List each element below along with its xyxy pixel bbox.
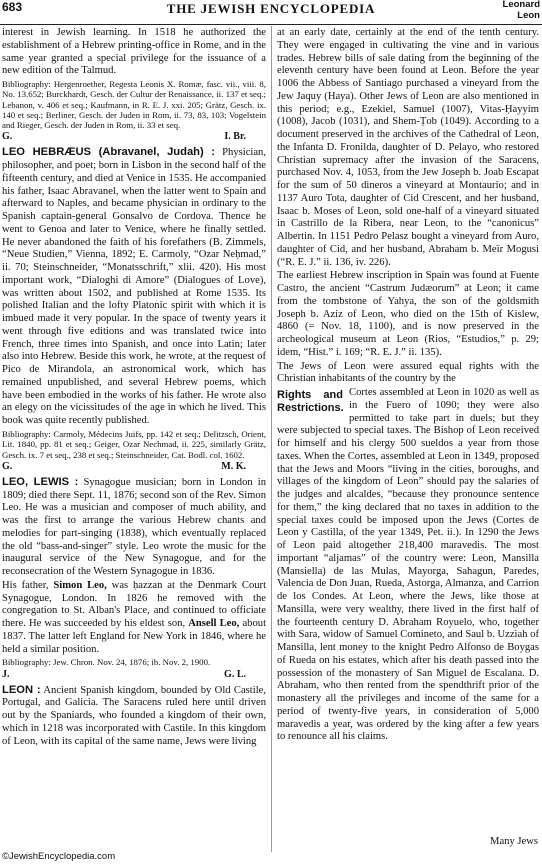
running-title: THE JEWISH ENCYCLOPEDIA (166, 1, 376, 16)
catchword: Many Jews (490, 836, 538, 847)
leon-rights-paragraph (277, 387, 539, 744)
bibliography-leo-lewis: Bibliography: Jew. Chron. Nov. 24, 1876; ib. Nov. 2, 1900. (2, 657, 211, 668)
entry-heading-leo-lewis: LEO, LEWIS : (2, 475, 79, 488)
subhead-simon-leo: Simon Leo, (53, 579, 107, 591)
entry-heading-leo-hebraeus: LEO HEBRÆUS (Abravanel, Judah) : (2, 146, 216, 159)
signature-initial: G. (2, 131, 13, 143)
running-words (503, 0, 540, 21)
signature-leo-hebraeus (2, 461, 266, 473)
paragraph-simon-leo (2, 580, 266, 657)
header-rule (0, 24, 542, 25)
text-run: about 1837. The latter left England for New York in 1846, where he held a similar position. (2, 618, 266, 655)
page-header (0, 0, 542, 24)
entry-leon (2, 684, 266, 749)
running-word-last: Leon (517, 9, 540, 21)
signature-initial: G. (2, 460, 13, 472)
left-column (2, 27, 266, 857)
entry-body-leo-lewis: Synagogue musician; born in London in 1809; died there Sept. 11, 1876; second son of the Rev. Simon Leo. He was a musician and composer of much ability, and was the first to arrange the various Hebrew chants and melodies for part-singing (1838), which eventually replaced the old “bass-and-singer” style. Leo wrote the music for the inaugural service of the New Synagogue, and for the reconsecration of the Western Synagogue in 1836. (2, 476, 266, 578)
page-number: 683 (2, 0, 23, 14)
bibliography-leo-hebraeus: Bibliography: Carmoly, Médecins Juifs, pp. 142 et seq.; Delitzsch, Orient, Lit. 1840, pp. 81 et seq.; Geiger, Ozar Nechmad, ii. 225, similarly Grätz, Gesch. ix. 7 et seq., 238 et seq.; Steinschneider, Cat. Bodl. col. 1602. (2, 428, 266, 460)
signature-author: I. Br. (224, 131, 246, 143)
entry-body-leon: Ancient Spanish kingdom, bounded by Old Castile, Portugal, and Galicia. The Saracens ruled here until driven out by the Spaniards, who founded a kingdom of their own, which in 1218 was incorporated with Castile. In this kingdom of Leon, with its capital of the same name, Jews were living (2, 684, 266, 747)
signature-author: M. K. (221, 460, 246, 472)
copyright-credit: ©JewishEncyclopedia.com (2, 851, 116, 862)
running-word-first: Leonard (502, 0, 540, 10)
leon-paragraph-continued: at an early date, certainly at the end of the tenth century. They were engaged in cultivating the vine and in various trades. Hebrew bills of sale dating from the beginning of the eleventh century have been found at Leon. Before the year 1006 the Abbess of Santiago purchased a vineyard from the Jew Jaquy (Haya). Other Jews of Leon are also mentioned in this period; e.g., Ezekiel, Samuel (1007), Vitas-Ḥayyim (1008), Jacob (1031), and Shem-Ṭob (1049). According to a document preserved in the archives of the Cathedral of Leon, the Infanta D. Fronilda, daughter of D. Pelayo, who restored Christian supremacy after the invasion of the Saracens, purchased Nov. 4, 1053, from the Jew Joseph b. Joab Escapat for the sum of 50 dineros a vineyard at Montaurio; and in 1137 Auro Tota, daughter of Cid Crescent, and her husband, Isaac b. Moses of Leon, sold one-half of a vineyard situated in Castrillo de la Ribera, near Leon, to the “canonicus” Albertin. In 1151 Pedro Pelasz bought a vineyard from Auro, daughter of Cid, and her husband, Abraham b. Meïr Mogusi (“R. E. J.” ii. 136, iv. 226). (277, 27, 539, 268)
bibliography-leo-x: Bibliography: Hergenroether, Regesta Leonis X. Romæ, fasc. vii., viii. 8, No. 13.652; Burckhardt, Gesch. der Cultur der Renaissance, ii. 137 et seq.; Lebanon, v. 406 et seq.; Kaufmann, in R. E. J. xxi. 205; Grätz, Gesch. ix. 140 et seq.; Berliner, Gesch. der Juden in Rom, ii. 73, 83, 103; Vogelstein and Rieger, Gesch. der Juden in Rom, ii. 33 et seq. (2, 79, 266, 131)
text-run: His father, (2, 579, 54, 591)
leon-inscription-paragraph: The earliest Hebrew inscription in Spain was found at Fuente Castro, the ancient “Castrum Judæorum” at Leon; it came from the tombstone of Yahya, the son of the goldsmith Joseph b. Aziz of Leon, who died on the 15th of Kislew, 4860 (= Nov. 18, 1100), and is now preserved in the archeological museum at Leon (Rios, “Estudios,” p. 29; idem, “Hist.” i. 169; “R. E. J.” ii. 135). (277, 270, 539, 358)
signature-author: G. L. (224, 668, 246, 680)
margin-note-rights-restrictions: Rights and Restrictions. (277, 389, 344, 414)
subhead-ansell-leo: Ansell Leo, (188, 618, 240, 630)
text-run: was ḥazzan at the Denmark Court Synagogue, London. In 1826 he removed with the congregation to St. Alban's Place, and continued to officiate there. He was succeeded by his eldest son, (2, 579, 266, 630)
leon-rights-text: Cortes assembled at Leon in 1020 as well as in the Fuero of 1090; they were also permitted to take part in duels; but they were subjected to special taxes. The Bishop of Leon received for himself and his clergy 500 sueldos a year from those taxes. When the Cortes, assembled at Leon in 1349, proposed that the Jews and Moors “living in the cities, boroughs, and villages of the kingdom of Leon” should pay the salaries of the judges and alcaldes, “because they pronounce sentence for them,” the king declared that no taxes in addition to the special taxes could be imposed upon the Jews (Cortes de Leon y Castilla, of the year 1349, Pet. ii.). In 1290 the Jews of Leon paid altogether 218,400 maravedis. The most important “aljamas” of the country were: Leon, Mansilla (Mansiella) de las Mulas, Mayorga, Sahagun, Paredes, Valencia de Don Juan, Rueda, Astorga, Almanza, and Carrion de los Condes. At Leon, where the Jews, like those at Mansilla, were very wealthy, there lived in the first half of the fourteenth century D. Abraham Royuelo, who, together with Sara, widow of Samuel Comineto, and Saul b. Uzziah of Mansilla, lent money to the knight Pedro Alfonso de Boygas of Rueda on his estates, which after his death passed into the possession of the monastery of San Miguel de Escalana. D. Abraham, who then rented from the spendthrift prior of the monastery all the privileges and income of the same for a period of twenty-five years, in consideration of 5,000 maravedis a year, was ordered by the king after a few years to renounce all his claims. (277, 387, 539, 743)
signature-leo-x (2, 131, 266, 143)
entry-body-leo-hebraeus: Physician, philosopher, and poet; born in Lisbon in the second half of the fifteenth century, and died at Venice in 1535. He accompanied his father, Isaac Abravanel, when the latter went to Spain and afterward to Naples, and became physician in ordinary to the Spanish captain-general Gonsalvo de Cordova. Thence he went to Genoa and later to Venice, where he finally settled. He never abandoned the faith of his forefathers (B. Zimmels, “Neue Studien,” Vienna, 1892; E. Carmoly, “Ozar Neḥmad,” ii. 70; Steinschneider, “Monatsschrift,” xlii. 420). His most important work, “Dialoghi di Amore” (Dialogues of Love), was written about 1502, and published at Rome 1535. Its polished Italian and the lofty Platonic spirit with which it is imbued made it very popular. In the space of twenty years it went through five editions and was translated twice into French, three times into Spanish, and once into Latin; later also into Hebrew. Beside this work, he wrote, at the request of Pico de Mirandola, an astronomical work, which has remained unpublished, and several Hebrew poems, which have been embodied in the works of his father. He wrote also an elegy on the vicissitudes of the age in which he lived. This book was quite recently published. (2, 147, 266, 427)
right-column (277, 27, 539, 857)
entry-leo-lewis (2, 476, 266, 579)
entry-heading-leon: LEON : (2, 683, 41, 696)
leo-x-paragraph-end: interest in Jewish learning. In 1518 he authorized the establishment of a Hebrew printing-office in Rome, and in the same year granted a special privilege for the issuance of a new edition of the Talmud. (2, 27, 266, 77)
entry-leo-hebraeus (2, 146, 266, 428)
signature-initial: J. (2, 668, 10, 680)
leon-rights-intro: The Jews of Leon were assured equal rights with the Christian inhabitants of the country by the (277, 360, 539, 385)
signature-leo-lewis (2, 669, 266, 681)
column-divider (271, 26, 272, 852)
